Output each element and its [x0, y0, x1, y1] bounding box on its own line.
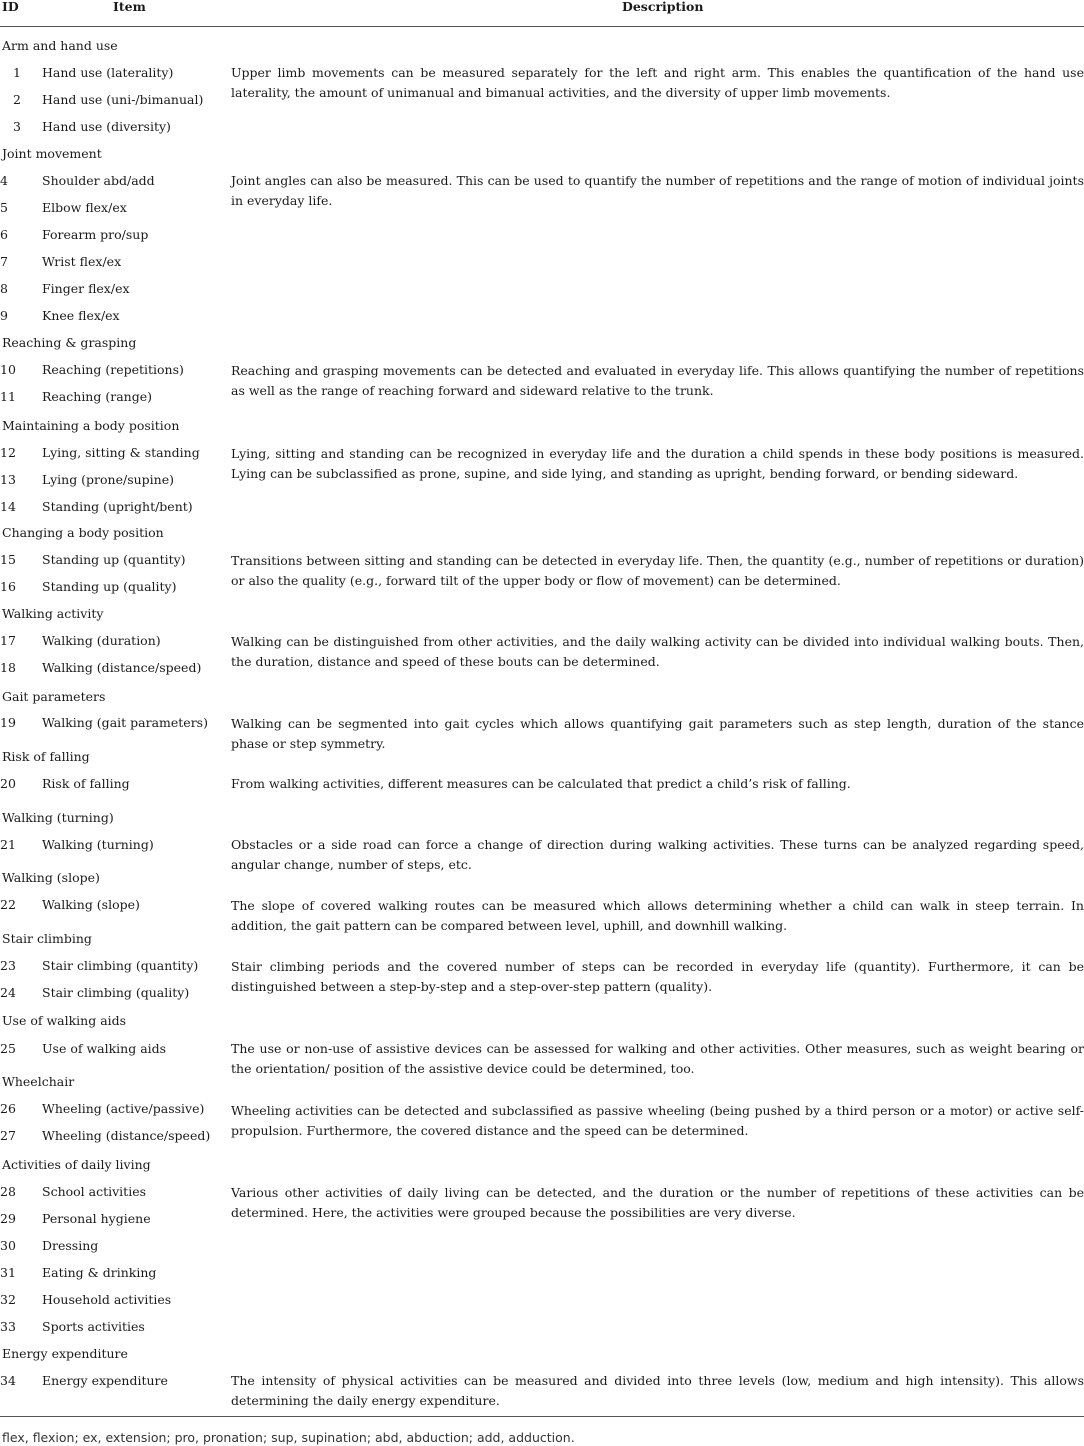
item-id: 14 — [0, 499, 16, 514]
item-description: Walking can be segmented into gait cycles which allows quantifying gait parameters such as step length, duration of the stance phase or step symmetry. — [231, 716, 1084, 751]
item-name: Stair climbing (quantity) — [42, 958, 199, 973]
item-id: 13 — [0, 472, 16, 487]
item-name: Walking (gait parameters) — [42, 715, 208, 730]
item-name: Standing (upright/bent) — [42, 499, 193, 514]
item-description: Reaching and grasping movements can be detected and evaluated in everyday life. This allows quantifying the number of repetitions as well as the range of reaching forward and sideward relative to the trunk. — [231, 363, 1084, 398]
category-label: Arm and hand use — [2, 38, 118, 53]
category-label: Gait parameters — [2, 689, 106, 704]
item-id: 7 — [0, 254, 8, 269]
item-id: 34 — [0, 1373, 16, 1388]
item-name: Personal hygiene — [42, 1211, 151, 1226]
item-name: Energy expenditure — [42, 1373, 168, 1388]
item-name: Reaching (repetitions) — [42, 362, 184, 377]
item-id: 21 — [0, 837, 16, 852]
category-label: Joint movement — [2, 146, 102, 161]
item-id: 28 — [0, 1184, 16, 1199]
item-id: 18 — [0, 660, 16, 675]
category-label: Energy expenditure — [2, 1346, 128, 1361]
item-name: Walking (duration) — [42, 633, 161, 648]
item-id: 1 — [13, 65, 21, 80]
item-id: 4 — [0, 173, 8, 188]
item-id: 30 — [0, 1238, 16, 1253]
category-label: Maintaining a body position — [2, 418, 180, 433]
item-name: Reaching (range) — [42, 389, 152, 404]
item-name: Dressing — [42, 1238, 99, 1253]
category-label: Stair climbing — [2, 931, 92, 946]
item-id: 5 — [0, 200, 8, 215]
item-id: 9 — [0, 308, 8, 323]
item-name: Wrist flex/ex — [42, 254, 122, 269]
item-id: 22 — [0, 897, 16, 912]
item-description: The use or non-use of assistive devices can be assessed for walking and other activities. Other measures, such as weight bearing or the orientation/ position of the assistive device could be determined, too. — [231, 1041, 1084, 1076]
table-bottom-rule — [0, 1416, 1084, 1417]
item-name: Stair climbing (quality) — [42, 985, 190, 1000]
item-id: 19 — [0, 715, 16, 730]
item-name: Household activities — [42, 1292, 172, 1307]
item-description: Obstacles or a side road can force a change of direction during walking activities. These turns can be analyzed regarding speed, angular change, number of steps, etc. — [231, 837, 1084, 872]
item-name: School activities — [42, 1184, 147, 1199]
item-name: Eating & drinking — [42, 1265, 157, 1280]
item-name: Standing up (quantity) — [42, 552, 186, 567]
table-footnote: flex, flexion; ex, extension; pro, pronation; sup, supination; abd, abduction; add, adduction. — [2, 1430, 575, 1445]
item-description: The intensity of physical activities can be measured and divided into three levels (low, medium and high intensity). This allows determining the daily energy expenditure. — [231, 1373, 1084, 1408]
category-label: Walking activity — [2, 606, 104, 621]
item-name: Standing up (quality) — [42, 579, 177, 594]
item-name: Shoulder abd/add — [42, 173, 155, 188]
item-name: Walking (distance/speed) — [42, 660, 202, 675]
category-label: Wheelchair — [2, 1074, 75, 1089]
item-description: Transitions between sitting and standing can be detected in everyday life. Then, the quantity (e.g., number of repetitions or duration) or also the quality (e.g., forward tilt of the upper body or flow of movement) can be determined. — [231, 553, 1084, 588]
item-name: Hand use (uni-/bimanual) — [42, 92, 204, 107]
item-name: Hand use (diversity) — [42, 119, 171, 134]
item-id: 23 — [0, 958, 16, 973]
category-label: Activities of daily living — [2, 1157, 151, 1172]
item-id: 2 — [13, 92, 21, 107]
item-id: 25 — [0, 1041, 16, 1056]
item-name: Walking (slope) — [42, 897, 140, 912]
item-name: Risk of falling — [42, 776, 130, 791]
item-id: 33 — [0, 1319, 16, 1334]
item-description: Walking can be distinguished from other activities, and the daily walking activity can be divided into individual walking bouts. Then, the duration, distance and speed of these bouts can be determined. — [231, 634, 1084, 669]
item-id: 16 — [0, 579, 16, 594]
category-label: Risk of falling — [2, 749, 90, 764]
item-description: Upper limb movements can be measured separately for the left and right arm. This enables the quantification of the hand use laterality, the amount of unimanual and bimanual activities, and the diversity of upper limb movements. — [231, 65, 1084, 100]
item-id: 15 — [0, 552, 16, 567]
item-description: Joint angles can also be measured. This can be used to quantify the number of repetitions and the range of motion of individual joints in everyday life. — [231, 173, 1084, 208]
item-name: Elbow flex/ex — [42, 200, 127, 215]
item-id: 32 — [0, 1292, 16, 1307]
category-label: Use of walking aids — [2, 1013, 127, 1028]
item-description: Lying, sitting and standing can be recognized in everyday life and the duration a child spends in these body positions is measured. Lying can be subclassified as prone, supine, and side lying, and standing as upright, bending forward, or bending sideward. — [231, 446, 1084, 481]
item-name: Lying (prone/supine) — [42, 472, 174, 487]
item-description: Various other activities of daily living can be detected, and the duration or the number of repetitions of these activities can be determined. Here, the activities were grouped because the possibilities are very diverse. — [231, 1185, 1084, 1220]
item-id: 26 — [0, 1101, 16, 1116]
item-id: 31 — [0, 1265, 16, 1280]
header-item: Item — [113, 0, 146, 14]
item-name: Sports activities — [42, 1319, 145, 1334]
item-name: Wheeling (active/passive) — [42, 1101, 205, 1116]
item-name: Hand use (laterality) — [42, 65, 174, 80]
item-id: 29 — [0, 1211, 16, 1226]
item-id: 11 — [0, 389, 16, 404]
table-header — [0, 0, 1084, 27]
item-description: Wheeling activities can be detected and subclassified as passive wheeling (being pushed by a third person or a motor) or active self-propulsion. Furthermore, the covered distance and the speed can be determined. — [231, 1103, 1084, 1138]
item-name: Forearm pro/sup — [42, 227, 149, 242]
category-label: Changing a body position — [2, 525, 164, 540]
item-name: Knee flex/ex — [42, 308, 120, 323]
item-id: 10 — [0, 362, 16, 377]
item-id: 17 — [0, 633, 16, 648]
header-description: Description — [622, 0, 704, 14]
item-id: 3 — [13, 119, 21, 134]
item-id: 24 — [0, 985, 16, 1000]
item-id: 27 — [0, 1128, 16, 1143]
header-id: ID — [2, 0, 19, 14]
item-name: Lying, sitting & standing — [42, 445, 200, 460]
item-id: 6 — [0, 227, 8, 242]
category-label: Reaching & grasping — [2, 335, 137, 350]
item-name: Walking (turning) — [42, 837, 154, 852]
item-name: Finger flex/ex — [42, 281, 130, 296]
item-name: Use of walking aids — [42, 1041, 167, 1056]
item-description: From walking activities, different measures can be calculated that predict a child’s risk of falling. — [231, 776, 851, 791]
item-description: The slope of covered walking routes can be measured which allows determining whether a child can walk in steep terrain. In addition, the gait pattern can be compared between level, uphill, and downhill walking. — [231, 898, 1084, 933]
category-label: Walking (turning) — [2, 810, 114, 825]
item-id: 12 — [0, 445, 16, 460]
item-name: Wheeling (distance/speed) — [42, 1128, 211, 1143]
item-id: 20 — [0, 776, 16, 791]
item-id: 8 — [0, 281, 8, 296]
item-description: Stair climbing periods and the covered number of steps can be recorded in everyday life (quantity). Furthermore, it can be distinguished between a step-by-step and a step-over-step pattern (quality). — [231, 959, 1084, 994]
category-label: Walking (slope) — [2, 870, 100, 885]
